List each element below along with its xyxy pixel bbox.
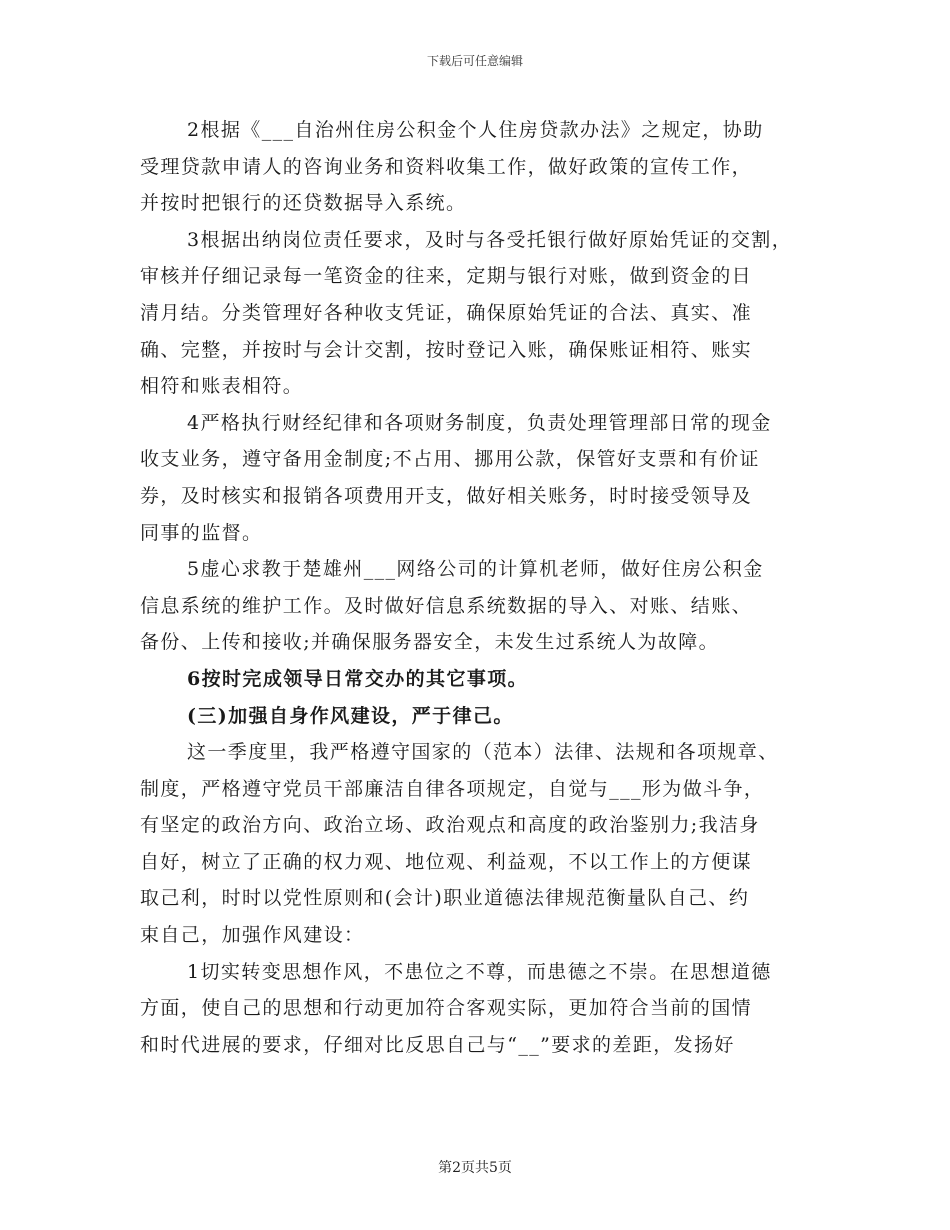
document-body (140, 112, 830, 1063)
paragraph (140, 405, 830, 551)
text-line: 5虚心求教于楚雄州___网络公司的计算机老师，做好住房公积金 (187, 558, 764, 581)
text-line: 这一季度里，我严格遵守国家的（范本）法律、法规和各项规章、 (187, 741, 779, 764)
text-line: 2根据《___自治州住房公积金个人住房贷款办法》之规定，协助 (187, 119, 764, 141)
page-header: 下载后可任意编辑 (426, 54, 523, 68)
text-line: (三)加强自身作风建设，严于律己。 (187, 704, 514, 727)
text-line: 取己利，时时以党性原则和(会计)职业道德法律规范衡量队自己、约 (140, 887, 750, 910)
text-line: 券，及时核实和报销各项费用开支，做好相关账务，时时接受领导及 (140, 484, 753, 507)
paragraph (140, 112, 830, 222)
text-line: 方面，使自己的思想和行动更加符合客观实际，更加符合当前的国情 (140, 997, 753, 1020)
page-number: 第2页共5页 (438, 1160, 512, 1176)
text-line: 相符和账表相符。 (140, 375, 304, 398)
text-line: 收支业务，遵守备用金制度;不占用、挪用公款，保管好支票和有价证 (140, 448, 760, 471)
text-line: 自好，树立了正确的权力观、地位观、利益观，不以工作上的方便谋 (140, 850, 753, 873)
text-line: 受理贷款申请人的咨询业务和资料收集工作，做好政策的宣传工作， (140, 155, 753, 178)
text-line: 和时代进展的要求，仔细对比反思自己与“__”要求的差距，发扬好 (140, 1033, 735, 1056)
text-line: 审核并仔细记录每一笔资金的往来，定期与银行对账，做到资金的日 (140, 265, 753, 288)
text-line: 有坚定的政治方向、政治立场、政治观点和高度的政治鉴别力;我洁身 (140, 814, 760, 837)
text-line: 束自己，加强作风建设： (140, 924, 365, 947)
text-line: 备份、上传和接收;并确保服务器安全，未发生过系统人为故障。 (140, 631, 720, 654)
text-line: 1切实转变思想作风，不患位之不尊，而患德之不崇。在思想道德 (187, 960, 772, 983)
text-line: 同事的监督。 (140, 521, 263, 544)
text-line: 3根据出纳岗位责任要求，及时与各受托银行做好原始凭证的交割， (187, 228, 793, 251)
paragraph (140, 222, 830, 405)
paragraph (140, 954, 830, 1064)
text-line: 确、完整，并按时与会计交割，按时登记入账，确保账证相符、账实 (140, 338, 753, 361)
paragraph (140, 551, 830, 661)
text-line: 并按时把银行的还贷数据导入系统。 (140, 192, 467, 215)
text-line: 清月结。分类管理好各种收支凭证，确保原始凭证的合法、真实、准 (140, 301, 753, 324)
text-line: 制度，严格遵守党员干部廉洁自律各项规定，自觉与___形为做斗争， (140, 777, 765, 800)
bold-paragraph (140, 661, 830, 698)
text-line: 6按时完成领导日常交办的其它事项。 (187, 667, 529, 690)
text-line: 4严格执行财经纪律和各项财务制度，负责处理管理部日常的现金 (187, 411, 772, 434)
section-heading (140, 698, 830, 735)
text-line: 信息系统的维护工作。及时做好信息系统数据的导入、对账、结账、 (140, 594, 753, 617)
paragraph (140, 734, 830, 954)
